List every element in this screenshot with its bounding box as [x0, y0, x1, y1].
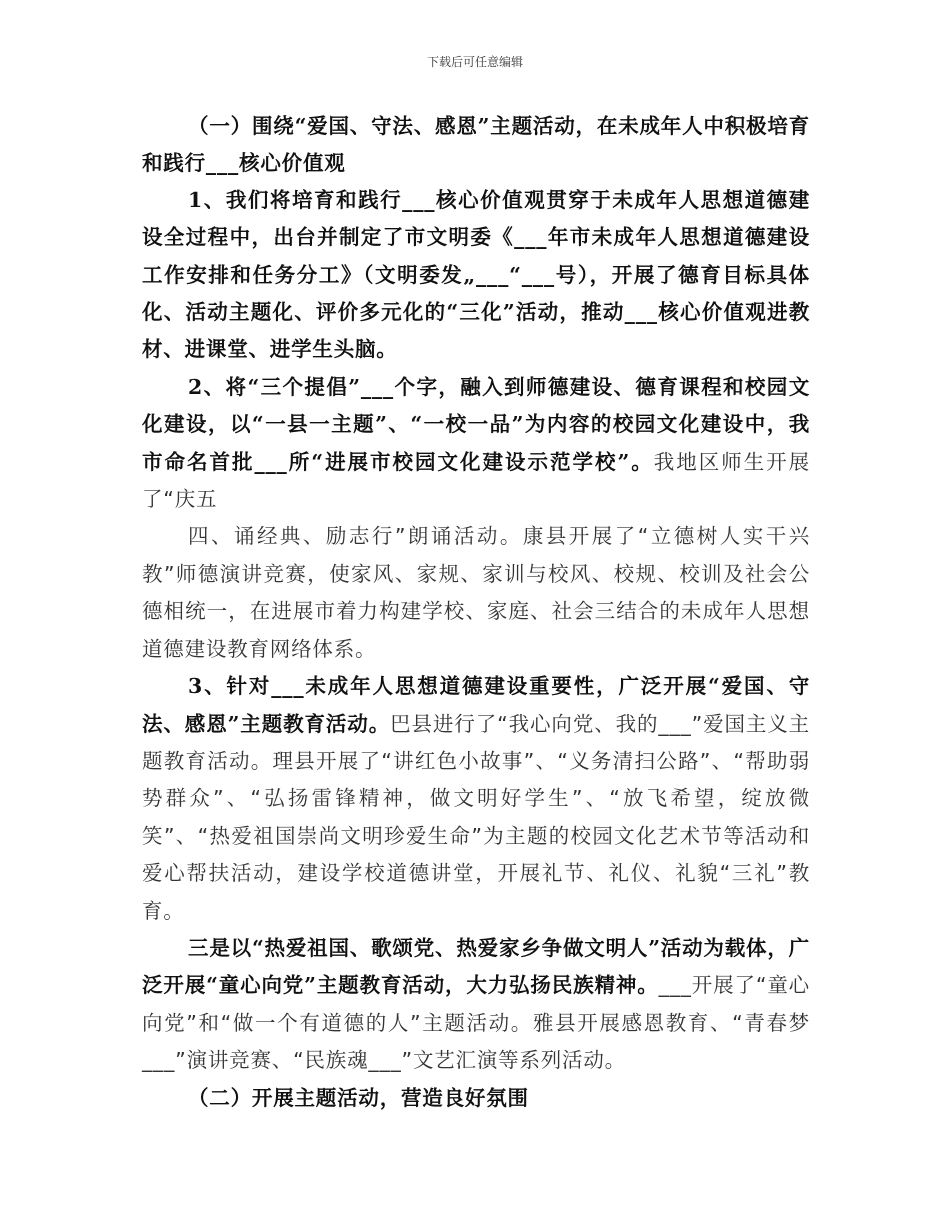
paragraph-normal-text: 巴县进行了“我心向党、我的___”爱国主义主题教育活动。理县开展了“讲红色小故事”、“义务清扫公路”、“帮助弱势群众”、“弘扬雷锋精神，做文明好学生”、“放飞希望，绽放微笑”、“热爱祖国崇尚文明珍爱生命”为主题的校园文化艺术节等活动和爱心帮扶活动，建设学校道德讲堂，开展礼节、礼仪、礼貌“三礼”教育。: [142, 711, 810, 923]
paragraph-bold-text: （一）围绕“爱国、守法、感恩”主题活动，在未成年人中积极培育和践行___核心价值观: [142, 114, 810, 176]
paragraph-bold-text: 3、针对___未成年人思想道德建设重要性，广泛开展“爱国、守法、感恩”主题教育活动。: [142, 674, 810, 736]
document-body: [142, 108, 810, 1117]
paragraph-bold-text: 1、我们将培育和践行___核心价值观贯穿于未成年人思想道德建设全过程中，出台并制定了市文明委《___年市未成年人思想道德建设工作安排和任务分工》（文明委发„___“___号），开展了德育目标具体化、活动主题化、评价多元化的“三化”活动，推动___核心价值观进教材、进课堂、进学生头脑。: [142, 187, 810, 362]
paragraph-normal-text: ___开展了“童心向党”和“做一个有道德的人”主题活动。雅县开展感恩教育、“青春梦___”演讲竞赛、“民族魂___”文艺汇演等系列活动。: [142, 973, 810, 1073]
paragraph-bold-text: （二）开展主题活动，营造良好氛围: [188, 1085, 529, 1110]
paragraph-bold-text: 2、将“三个提倡”___个字，融入到师德建设、德育课程和校园文化建设，以“一县一主题”、“一校一品”为内容的校园文化建设中，我市命名首批___所“进展市校园文化建设示范学校”。: [142, 374, 810, 474]
paragraph-2: [142, 369, 810, 519]
paragraph-5: [142, 930, 810, 1080]
paragraph-normal-text: 我地区师生开展了“庆五: [142, 449, 810, 512]
paragraph-3: [142, 518, 810, 668]
paragraph-4: [142, 668, 810, 930]
paragraph-bold-text: 三是以“热爱祖国、歌颂党、热爱家乡争做文明人”活动为载体，广泛开展“童心向党”主题教育活动，大力弘扬民族精神。: [142, 935, 810, 998]
section-heading-2: [142, 1080, 810, 1117]
page-header: 下载后可任意编辑: [426, 55, 523, 69]
section-heading-1: [142, 108, 810, 183]
paragraph-1: [142, 182, 810, 369]
paragraph-normal-text: 四、诵经典、励志行”朗诵活动。康县开展了“立德树人实干兴教”师德演讲竞赛，使家风、家规、家训与校风、校规、校训及社会公德相统一，在进展市着力构建学校、家庭、社会三结合的未成年人思想道德建设教育网络体系。: [142, 524, 810, 661]
